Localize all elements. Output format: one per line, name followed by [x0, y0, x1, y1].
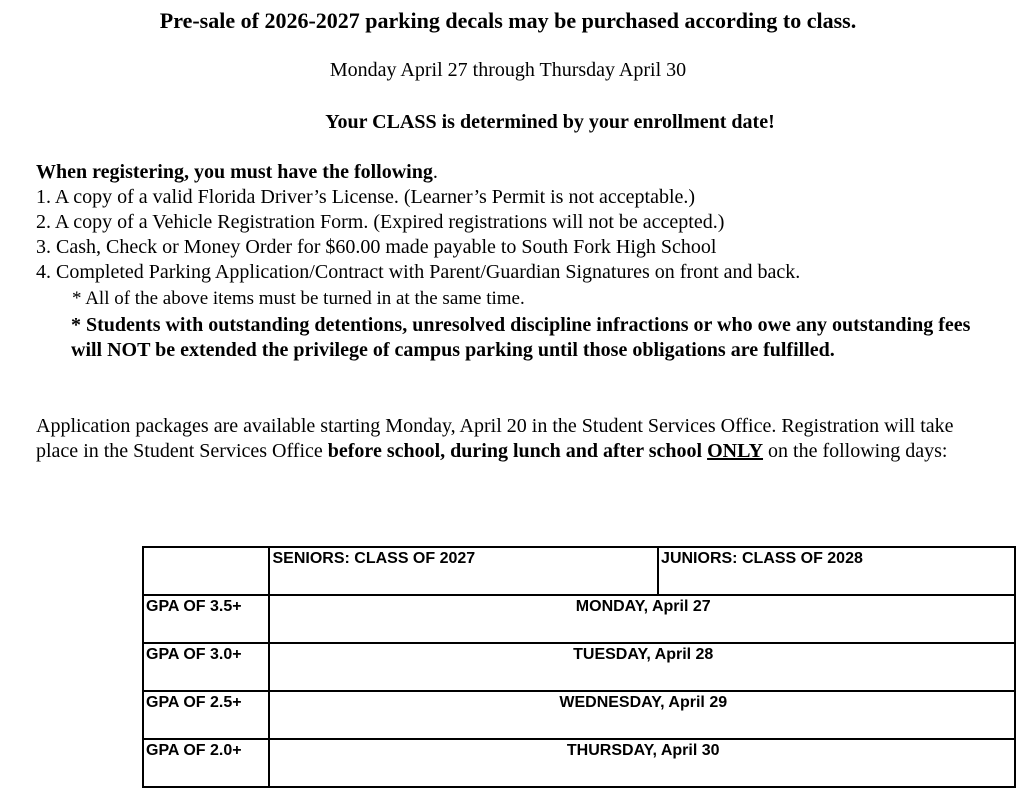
- availability-paragraph: Application packages are available starting Monday, April 20 in the Student Services Office. Registration will take place in the Student Services Office before school, during lunch and after school ONLY on the following days:: [36, 415, 954, 462]
- table-row: [143, 643, 1015, 691]
- requirement-item: 1. A copy of a valid Florida Driver’s License. (Learner’s Permit is not acceptable.): [36, 186, 696, 208]
- date-range: Monday April 27 through Thursday April 30: [329, 59, 687, 81]
- requirement-item: 2. A copy of a Vehicle Registration Form. (Expired registrations will not be accepted.): [36, 211, 725, 233]
- requirements-heading: When registering, you must have the following.: [36, 161, 438, 183]
- table-header-cell: [143, 547, 269, 595]
- schedule-table: [142, 546, 1016, 788]
- table-header-seniors: SENIORS: CLASS OF 2027: [269, 547, 658, 595]
- note-obligations: * Students with outstanding detentions, unresolved discipline infractions or who owe any outstanding fees will NOT be extended the privilege of campus parking until those obligations are fulfilled.: [71, 314, 971, 361]
- day-cell: THURSDAY, April 30: [269, 739, 1015, 787]
- note-submit-together: * All of the above items must be turned in at the same time.: [72, 288, 525, 309]
- table-header-juniors: JUNIORS: CLASS OF 2028: [658, 547, 1015, 595]
- day-cell: MONDAY, April 27: [269, 595, 1015, 643]
- requirement-item: 3. Cash, Check or Money Order for $60.00 made payable to South Fork High School: [36, 236, 717, 258]
- table-header-row: [143, 547, 1015, 595]
- requirement-item: 4. Completed Parking Application/Contract with Parent/Guardian Signatures on front and back.: [36, 261, 801, 283]
- day-cell: WEDNESDAY, April 29: [269, 691, 1015, 739]
- gpa-cell: GPA OF 2.5+: [143, 691, 269, 739]
- gpa-cell: GPA OF 2.0+: [143, 739, 269, 787]
- gpa-cell: GPA OF 3.0+: [143, 643, 269, 691]
- table-row: [143, 739, 1015, 787]
- day-cell: TUESDAY, April 28: [269, 643, 1015, 691]
- gpa-cell: GPA OF 3.5+: [143, 595, 269, 643]
- class-note: Your CLASS is determined by your enrollment date!: [325, 111, 775, 133]
- page-title: Pre-sale of 2026-2027 parking decals may be purchased according to class.: [159, 8, 857, 33]
- table-row: [143, 595, 1015, 643]
- table-row: [143, 691, 1015, 739]
